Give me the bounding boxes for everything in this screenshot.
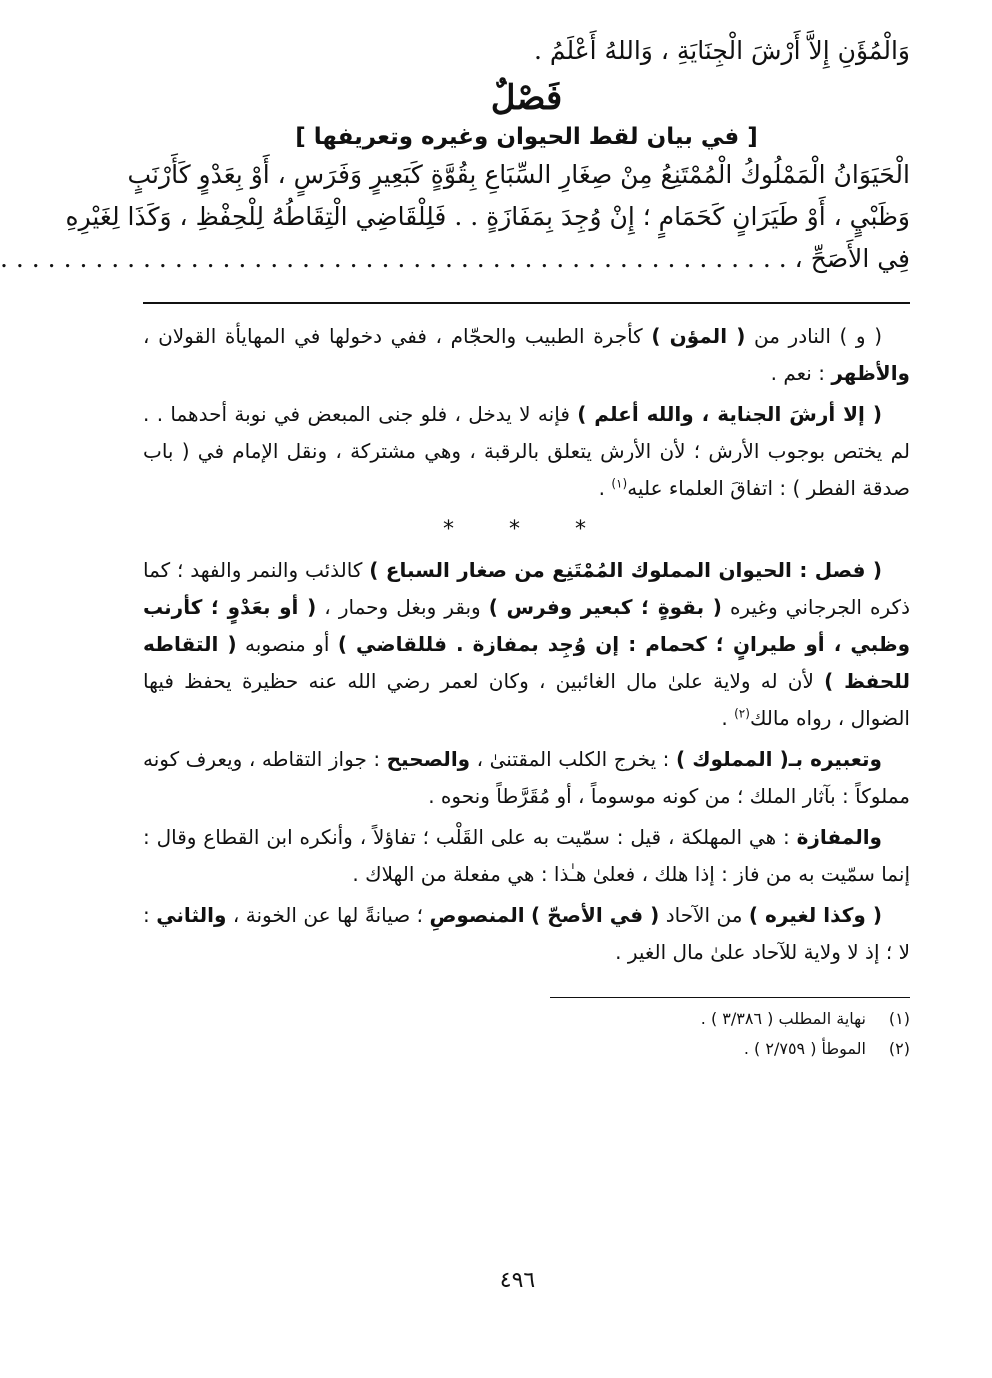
text: : جواز التقاطه ، ويعرف كونه مملوكاً : بآثار الملك ؛ من كونه موسوماً ، أو مُقَرَّطاً ونحوه . xyxy=(143,747,910,808)
commentary-paragraph-2 xyxy=(143,396,910,507)
text: لأن له ولاية علىٰ مال الغائبين ، وكان لعمر رضي الله عنه حظيرة يحفظ فيها الضوال ، رواه مالك xyxy=(143,669,910,730)
matn-top-line: وَالْمُؤَنِ إِلاَّ أَرْشَ الْجِنَايَةِ ، وَاللهُ أَعْلَمُ . xyxy=(533,36,910,65)
bold-text: ( فصل : الحيوان المملوك المُمْتَنِع من صغار السباع ) xyxy=(369,558,882,582)
commentary-paragraph-5 xyxy=(143,819,910,893)
footnote-text: نهاية المطلب ( ٣/٣٨٦ ) . xyxy=(700,1009,866,1028)
bold-text: والصحيح xyxy=(386,747,471,771)
bold-text: ( المملوك ) xyxy=(675,747,789,771)
bold-text: والأظهر xyxy=(831,361,910,385)
commentary-paragraph-4 xyxy=(143,741,910,815)
bold-text: والمفازة xyxy=(796,825,882,849)
text: أو منصوبه xyxy=(236,632,338,656)
bold-text: ( أو بعَدْوٍ ؛ كأرنب وظبي ، أو طيرانٍ ؛ كحمام : إن وُجِد بمفازة . فللقاضي ) xyxy=(143,595,911,656)
bold-text: ( التقاطه للحفظ ) xyxy=(143,632,910,693)
bold-text: ( المؤن ) xyxy=(651,324,746,348)
commentary xyxy=(143,318,910,971)
main-separator xyxy=(143,302,910,304)
bold-text: ( إلا أرشَ الجناية ، والله أعلم ) xyxy=(577,402,882,426)
fasl-subtitle: [ في بيان لقط الحيوان وغيره وتعريفها ] xyxy=(295,124,758,150)
bold-text: والثاني xyxy=(156,903,227,927)
text: : نعم . xyxy=(770,361,832,385)
text: ؛ صيانةً لها عن الخونة ، xyxy=(226,903,430,927)
bold-text: ( وكذا لغيره ) xyxy=(748,903,882,927)
footnote-ref-1: (١) xyxy=(611,476,628,491)
text: كأجرة الطبيب والحجّام ، ففي دخولها في المهايأة القولان ، xyxy=(143,324,652,348)
footnote-number: (١) xyxy=(888,1009,910,1028)
fasl-heading: فَصْلٌ xyxy=(490,78,563,118)
footnotes xyxy=(143,1004,910,1064)
footnote-ref-2: (٢) xyxy=(734,706,750,721)
footnote-text: الموطأ ( ٢/٧٥٩ ) . xyxy=(743,1039,866,1058)
bold-text: المنصوصِ xyxy=(429,903,525,927)
text: . xyxy=(598,476,612,500)
page-number: ٤٩٦ xyxy=(499,1268,536,1293)
matn-body xyxy=(0,154,910,280)
bold-text: ( في الأصحّ ) xyxy=(531,903,660,927)
footnote-2 xyxy=(143,1034,910,1064)
footnote-1 xyxy=(143,1004,910,1034)
text: كالذئب والنمر والفهد ؛ كما ذكره الجرجاني وغيره xyxy=(143,558,910,619)
text: وبقر وبغل وحمار ، xyxy=(316,595,489,619)
commentary-paragraph-6 xyxy=(143,897,910,971)
matn-line-3: فِي الأَصَحِّ ، . . . . . . . . . . . . . . . . . . . . . . . . . . . . . . . . . . . . . . . . . . . . . . . . . . xyxy=(0,244,910,273)
matn-text xyxy=(143,30,910,72)
footnote-separator xyxy=(550,997,910,998)
matn-line-1: الْحَيَوَانُ الْمَمْلُوكُ الْمُمْتَنِعُ مِنْ صِغَارِ السِّبَاعِ بِقُوَّةٍ كَبَعِيرٍ وَفَرَسٍ ، أَوْ بِعَدْوٍ كَأَرْنَبٍ xyxy=(127,160,910,189)
text: : يخرج الكلب المقتنىٰ ، xyxy=(470,747,676,771)
footnote-number: (٢) xyxy=(888,1039,910,1058)
commentary-paragraph-1 xyxy=(143,318,910,392)
bold-text: وتعبيره بـ xyxy=(788,747,882,771)
bold-text: ( بقوةٍ ؛ كبعير وفرس ) xyxy=(488,595,722,619)
text: . xyxy=(721,706,735,730)
text: من الآحاد xyxy=(659,903,749,927)
text: ( و ) النادر من xyxy=(745,324,882,348)
matn-line-2: وَظَبْيٍ ، أَوْ طَيَرَانٍ كَحَمَامٍ ؛ إِنْ وُجِدَ بِمَفَازَةٍ . . فَلِلْقَاضِي الْتِقَاطُهُ لِلْحِفْظِ ، وَكَذَا لِغَيْرِهِ xyxy=(65,202,910,231)
section-stars: * * * xyxy=(443,517,610,542)
commentary-paragraph-3 xyxy=(143,552,910,737)
text: : هي المهلكة ، قيل : سمّيت به على القَلْب ؛ تفاؤلاً ، وأنكره ابن القطاع وقال : إنما سمّيت به من فاز : إذا هلك ، فعلىٰ هـٰذا : هي مفعلة من الهلاك . xyxy=(143,825,910,886)
text: فإنه لا يدخل ، فلو جنى المبعض في نوبة أحدهما . . لم يختص بوجوب الأرش ؛ لأن الأرش يتعلق بالرقبة ، وهي مشتركة ، ونقل الإمام في ( باب صدقة الفطر ) : اتفاقَ العلماء عليه xyxy=(143,402,910,500)
text: : لا ؛ إذ لا ولاية للآحاد علىٰ مال الغير . xyxy=(143,903,910,964)
page-content xyxy=(0,30,911,1064)
